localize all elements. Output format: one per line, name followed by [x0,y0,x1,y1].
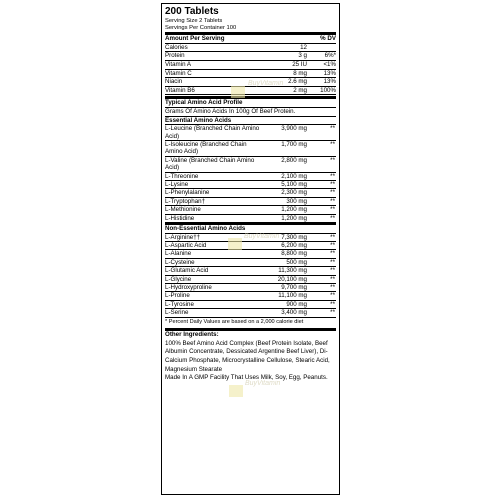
nutrient-amount: 9,700 mg [281,284,307,292]
nutrient-name: Vitamin A [165,60,192,68]
nutrient-amount: 7,300 mg [281,233,307,241]
nutrient-name: L-Serine [165,309,189,317]
table-row [165,250,336,258]
nutrient-name: Vitamin C [165,69,192,77]
nutrient-name: L-Histidine [165,214,195,222]
nutrient-dv [310,44,336,52]
nutrient-amount: 900 mg [286,300,307,308]
nutrient-name: L-Phenylalanine [165,189,210,197]
nutrient-dv: 13% [323,69,336,77]
nutrient-dv: ** [330,292,335,300]
profile-subtitle: Grams Of Amino Acids In 100g Of Beef Protein. [165,108,336,117]
table-row [165,301,336,309]
nutrient-amount: 25 IU [292,60,307,68]
nutrient-dv: 100% [320,86,336,94]
nutrient-dv: ** [330,156,335,164]
nutrient-name: L-Arginine†† [165,233,201,241]
nutrient-amount: 1,200 mg [281,214,307,222]
nutrient-name: L-Cysteine [165,258,195,266]
nutrient-dv: ** [330,300,335,308]
table-row [165,215,336,223]
nutrient-amount: 2.6 mg [288,78,307,86]
dv-footnote: * Percent Daily Values are based on a 2,000 calorie diet [165,318,304,325]
nutrient-name: L-Threonine [165,172,199,180]
nutrient-name: Niacin [165,78,183,86]
nutrient-name: L-Glycine [165,275,192,283]
table-row [165,44,336,53]
nutrient-dv: ** [330,125,335,133]
nutrient-amount: 5,100 mg [281,180,307,188]
other-ingredients-label: Other Ingredients: [165,331,219,339]
nutrient-amount: 300 mg [286,197,307,205]
nutrient-dv: ** [330,206,335,214]
nutrient-dv: ** [330,180,335,188]
nutrient-amount: 11,300 mg [278,267,307,275]
nutrient-dv: ** [330,250,335,258]
nutrient-name: L-Glutamic Acid [165,267,209,275]
nutrient-dv: ** [330,258,335,266]
nutrient-amount: 2,300 mg [281,189,307,197]
watermark-logo-icon [231,86,245,98]
nutrient-name: L-Valine (Branched Chain Amino Acid) [165,156,255,172]
nutrient-amount: 1,200 mg [281,206,307,214]
essential-list [165,125,336,223]
nutrient-amount: 2,800 mg [281,156,307,164]
nutrient-amount: 2 mg [293,86,307,94]
table-row [165,173,336,181]
table-row [165,198,336,206]
facility-notice: Made In A GMP Facility That Uses Milk, Soy, Egg, Peanuts. [165,374,328,382]
nutrient-amount: 12 [300,43,307,51]
nutrient-amount: 20,100 mg [277,275,307,283]
table-row [165,276,336,284]
nutrient-dv: <1% [323,60,336,68]
table-row [165,259,336,267]
nutrient-dv: 6%* [324,52,336,60]
nutrient-amount: 500 mg [286,258,307,266]
essential-title: Essential Amino Acids [165,117,336,126]
nutrient-amount: 6,200 mg [281,242,307,249]
table-row [165,309,336,317]
nutrient-amount: 8 mg [293,69,307,77]
nutrient-name: L-Aspartic Acid [165,242,207,249]
table-row [165,157,336,173]
nutrient-dv: ** [330,267,335,275]
nutrient-amount: 3,900 mg [281,125,307,133]
nutrient-dv: ** [330,309,335,317]
table-row [165,87,336,96]
serving-size: Serving Size 2 Tablets [165,18,223,24]
nutrient-dv: ** [330,214,335,222]
nutrient-name: L-Proline [165,292,190,300]
watermark-logo-icon [228,238,242,250]
nutrient-name: Protein [165,52,185,60]
table-row [165,52,336,61]
nonessential-list [165,234,336,318]
nutrient-name: L-Tyrosine [165,300,194,308]
nutrient-name: L-Isoleucine (Branched Chain Amino Acid) [165,140,247,156]
nutrient-name: Calories [165,43,188,51]
nutrient-name: L-Tryptophan† [165,197,206,205]
table-row [165,141,336,157]
watermark-text: BuyVitamin [244,233,280,240]
nutrient-list [165,44,336,96]
watermark-logo-icon [229,385,243,397]
table-row [165,181,336,189]
watermark-text: BuyVitamin [245,380,281,387]
servings-per-container: Servings Per Container 100 [165,24,237,31]
nutrient-amount: 1,700 mg [281,140,307,148]
table-row [165,292,336,300]
nutrient-dv: ** [330,197,335,205]
nutrient-dv: ** [330,284,335,292]
table-row [165,61,336,70]
nutrient-name: L-Lysine [165,180,189,188]
nutrient-dv: ** [330,242,335,249]
supplement-facts-panel [161,3,340,495]
nutrient-name: L-Methionine [165,206,201,214]
nutrient-amount: 3 g [298,52,307,60]
nutrient-amount: 3,400 mg [281,309,307,317]
nutrient-name: Vitamin B6 [165,86,195,94]
table-row [165,125,336,141]
table-row [165,70,336,79]
table-row [165,242,336,250]
table-row [165,206,336,214]
table-row [165,189,336,197]
dv-header: % DV [320,35,336,43]
nutrient-amount: 8,800 mg [281,250,307,258]
nutrient-amount: 2,100 mg [281,172,307,180]
nutrient-dv: 13% [323,78,336,86]
nutrient-name: L-Hydroxyproline [165,284,212,292]
nutrient-name: L-Leucine (Branched Chain Amino Acid) [165,125,260,140]
nutrient-dv: ** [330,172,335,180]
label-title: 200 Tablets [165,6,219,17]
profile-title: Typical Amino Acid Profile [165,99,336,108]
table-row [165,284,336,292]
nutrient-amount: 11,100 mg [278,292,307,300]
amount-header-row [165,35,336,44]
ingredients-text: 100% Beef Amino Acid Complex (Beef Protein Isolate, Beef Albumin Concentrate, Dessicated Argentine Beef Liver), Di-Calcium Phosphate, Microcrystalline Cellulose, Stearic Acid, Magnesium Stearate [165,339,330,373]
nutrient-dv: ** [330,189,335,197]
table-row [165,267,336,275]
watermark-text: BuyVitamin [248,80,284,87]
nonessential-title: Non-Essential Amino Acids [165,225,336,234]
nutrient-name: L-Alanine [165,250,192,258]
nutrient-dv: ** [330,275,335,283]
nutrient-dv: ** [330,233,335,241]
nutrient-dv: ** [330,140,335,148]
amount-per-serving-label: Amount Per Serving [165,35,225,43]
